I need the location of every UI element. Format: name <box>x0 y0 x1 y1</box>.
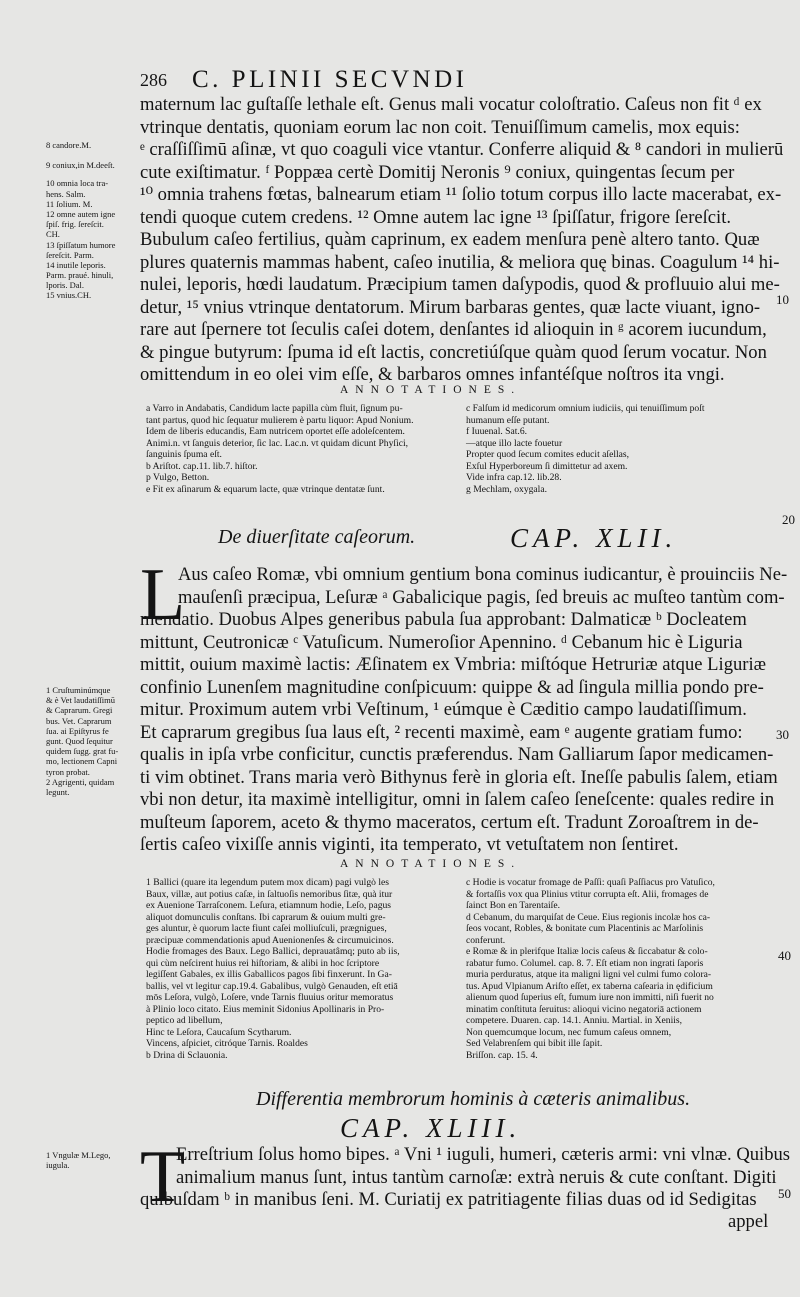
text-line: mendatio. Duobus Alpes generibus pabula ſua approbant: Dalmaticæ ᵇ Docleatem <box>140 609 747 630</box>
sidenote: 10 omnia loca tra- <box>46 178 109 189</box>
section1-sidenotes <box>46 140 115 301</box>
sidenote: ſpiſ. frig. ſereſcit. <box>46 219 104 230</box>
sidenote: ſereſcit. Parm. <box>46 249 94 260</box>
text-line: omittendum in eo olei vim eſſe, & barbaros omnes infantéſque noſtros ita vngi. <box>140 364 725 385</box>
sidenote: 1 Vngulæ M.Lego, <box>46 1150 111 1160</box>
annotation-line: præcipuæ commendationis apud Auenionenſes & circumuicinos. <box>146 934 394 946</box>
annotation-line: d Cebanum, du marquiſat de Ceue. Eius regionis incolæ hos ca- <box>466 911 711 923</box>
annotation-line: Idem de liberis educandis, Eam nutricem oportet eſſe adoleſcentem. <box>146 426 405 437</box>
sidenote: 13 ſpiſſatum humore <box>46 239 116 250</box>
chapter42-sidenotes <box>46 685 118 797</box>
sidenote: 15 vnius.CH. <box>46 290 92 301</box>
text-line: vbi non detur, ita maximè intelligitur, omni in ſalem caſeo ſeneſcente: quales redire in <box>140 789 775 810</box>
margin-line-number: 10 <box>776 292 789 307</box>
text-line: ſertis caſeo vixiſſe annis viginti, ita temperato, vt vetuſtatem non ſentiret. <box>140 834 679 855</box>
text-line: nulei, leporis, hœdi laudatum. Præcipium tamen daſypodis, quod & profluuio alui me- <box>140 274 780 295</box>
annotation-line: Baux, villæ, aut potius caſæ, in ſaltuoſis nemoribus ſitæ, quà itur <box>146 888 393 900</box>
text-line: cute exiſtimatur. ᶠ Poppæa certè Domitij Neronis ⁹ coniux, quingentas ſecum per <box>140 161 735 183</box>
annotation-line: Hinc te Leſora, Caucaſum Scytharum. <box>146 1026 292 1038</box>
text-line: mittit, ouium maximè lactis: Æſinatem ex Vmbria: miſtóque Hetruriæ atque Liguriæ <box>140 654 767 675</box>
text-line: Bubulum caſeo fertilius, quàm caprinum, ex eadem menſura penè altero tanto. Quæ <box>140 229 760 250</box>
annotation-line: ſainct Bon en Tarentaiſe. <box>466 900 560 911</box>
annotation-line: peptico ad libellum, <box>146 1015 223 1026</box>
sidenote: ſua. ai Epiſtyrus fe <box>46 725 109 736</box>
sidenote: 14 inutile leporis. <box>46 259 106 270</box>
annotation-line: Briſſon. cap. 15. 4. <box>466 1049 538 1061</box>
text-line: quibuſdam ᵇ in manibus ſeni. M. Curiatij ex patritiagente filias duas od id Sedigitas <box>140 1189 757 1210</box>
text-line: mauſenſi præcipua, Leſuræ ᵃ Gabalicique pagis, ſed breuis ac muſteo tantùm com- <box>178 586 785 608</box>
sidenote: gunt. Quod ſequitur <box>46 735 113 746</box>
sidenote: 8 candore.M. <box>46 140 92 150</box>
annotation-line: tant partus, quod hic ſequatur mulierem è partu liquor: Apud Nonium. <box>146 414 414 426</box>
annotation-line: Sed Velabrenſem qui bibit ille ſapit. <box>466 1038 603 1049</box>
annotation-line: alienum quod ſuperius eſt, fumum iure non immitti, niſi fuerit no <box>466 992 714 1003</box>
margin-line-number: 30 <box>776 727 789 742</box>
margin-line-number: 50 <box>778 1186 791 1201</box>
chapter-subtitle: Differentia membrorum hominis à cæteris animalibus. <box>256 1088 691 1110</box>
chapter-subtitle: De diuerſitate caſeorum. <box>218 526 416 548</box>
text-line: plures quaternis mammas habent, caſeo inutilia, & meliora quę binas. Coagulum ¹⁴ hi- <box>140 251 780 273</box>
annotation-line: & fortaſſis vox qua Plinius vtitur corrupta eſt. Alii, fromages de <box>466 888 709 900</box>
sidenote: 11 ſolium. M. <box>46 198 93 209</box>
text-line: detur, ¹⁵ vnius vtrinque dentatorum. Mirum barbaras gentes, quæ lacte viuant, igno- <box>140 296 761 318</box>
chapter-number: CAP. XLII. <box>510 523 678 553</box>
annotation-line: ſanguinis ſpuma eſt. <box>146 449 222 460</box>
text-line: ¹⁰ omnia trahens fœtas, balnearum etiam ¹¹ ſolio totum corpus illo lacte macerabat, ex- <box>140 184 782 205</box>
drop-cap: T <box>140 1136 186 1218</box>
page-number: 286 <box>140 70 167 90</box>
annotation-line: Vide infra cap.12. lib.28. <box>466 472 562 483</box>
annotation-line: c Falſum id medicorum omnium iudiciis, qui tenuiſſimum poſt <box>466 403 705 414</box>
sidenote: quidem ſugg. grat fu- <box>46 746 119 757</box>
chapter-number: CAP. XLIII. <box>340 1113 522 1143</box>
annotation-line: ges aluntur, è quorum lacte fiunt caſei molliuſculi, prægnigues, <box>146 923 387 934</box>
annotation-line: ex Auenione Tarraſconem. Leſura, etiamnum hodie, Leſo, pagus <box>146 900 392 911</box>
sidenote: legunt. <box>46 786 70 797</box>
annotation-line: e Fit ex aſinarum & equarum lacte, quæ vtrinque dentatæ ſunt. <box>146 483 385 495</box>
text-line: mitur. Proximum autem vrbi Veſtinum, ¹ eúmque è Cæditio campo laudatiſſimum. <box>140 699 747 720</box>
annotations2-right <box>466 877 715 1061</box>
sidenote: lporis. Dal. <box>46 280 85 291</box>
margin-line-number: 20 <box>782 512 795 527</box>
text-line: mittunt, Ceutronicæ ᶜ Vatuſicum. Numeroſior Apennino. ᵈ Cebanum hic è Liguria <box>140 631 743 653</box>
annotation-line: competere. Duaren. cap. 14.1. Anniu. Martial. in Xeniis, <box>466 1015 683 1026</box>
sidenote: 1 Cruſtuminúmque <box>46 685 111 695</box>
text-line: maternum lac guſtaſſe lethale eſt. Genus mali vocatur coloſtratio. Caſeus non fit ᵈ ex <box>140 94 762 115</box>
annotation-line: à Plinio loco citato. Eius meminit Sidonius Apollinaris in Pro- <box>146 1003 385 1015</box>
chapter43-sidenotes <box>46 1150 111 1170</box>
annotations-heading: ANNOTATIONES. <box>340 858 522 870</box>
annotations1-left <box>146 403 414 495</box>
annotation-line: tus. Apud Vlpianum Ariſto eſſet, ex taberna caſearia in ędificium <box>466 980 713 992</box>
annotation-line: g Mechlam, oxygala. <box>466 483 547 495</box>
sidenote: 12 omne autem igne <box>46 208 116 219</box>
text-line: Et caprarum gregibus ſua laus eſt, ² recenti maximè, eam ᵉ augente gratiam fumo: <box>140 721 743 743</box>
sidenote: hens. Salm. <box>46 188 86 199</box>
annotation-line: Vincens, aſpiciet, citróque Tarnis. Roaldes <box>146 1038 308 1049</box>
chapter43-text <box>140 1144 790 1212</box>
annotation-line: b Ariſtot. cap.11. lib.7. hiſtor. <box>146 460 258 472</box>
text-line: & pingue butyrum: ſpuma id eſt lactis, concretiúſque quàm quod ſerum vocatur. Non <box>140 341 767 363</box>
annotation-line: Exſul Hyperboreum ſi dimittetur ad axem. <box>466 460 628 472</box>
text-line: ᵉ craſſiſſimū aſinæ, vt quo coaguli vice vtantur. Conferre aliquid & ⁸ candori in mulierū <box>140 139 784 160</box>
sidenote: CH. <box>46 229 60 240</box>
drop-cap: L <box>140 554 186 636</box>
section1-text <box>140 94 783 387</box>
annotation-line: mōs Leſora, vulgò, Loſere, vnde Tarnis fluuius oritur memoratus <box>146 992 394 1003</box>
text-line: Aus caſeo Romæ, vbi omnium gentium bona cominus iudicantur, è prouinciis Ne- <box>178 564 788 585</box>
annotations2-left <box>146 877 400 1061</box>
annotation-line: 1 Ballici (quare ita legendum putem mox dicam) pagi vulgò les <box>146 877 389 888</box>
sidenote: 2 Agrigenti, quidam <box>46 776 115 787</box>
sidenote: 9 coniux,in M.deeſt. <box>46 160 115 171</box>
text-line: vtrinque dentatis, quoniam eorum lac non coit. Tenuiſſimum camelis, mox equis: <box>140 116 740 138</box>
annotations1-right <box>466 403 705 495</box>
annotation-line: conferunt. <box>466 934 506 946</box>
annotation-line: p Vulgo, Betton. <box>146 472 210 483</box>
annotation-line: ſeos vocant, Robles, & bonitate cum Placentinis ac Marſolinis <box>466 923 704 934</box>
running-title: C. PLINII SECVNDI <box>192 66 468 93</box>
sidenote: tyron probat. <box>46 766 90 777</box>
annotation-line: ballis, vel vt legitur cap.19.4. Gabalibus, vulgò Genauden, eſt etiā <box>146 980 398 992</box>
catchword: appel <box>728 1211 769 1232</box>
annotation-line: humanum eſſe putant. <box>466 414 550 426</box>
text-line: Erreſtrium ſolus homo bipes. ᵃ Vni ¹ iuguli, humeri, cæteris armi: vni vlnæ. Quibus <box>176 1144 791 1165</box>
text-line: muſteum ſaporem, aceto & thymo maceratos, certum eſt. Tradunt Zoroaſtrem in de- <box>140 811 759 833</box>
text-line: confinio Lunenſem magnitudine conſpicuum: quippe & ad ſingula millia pondo pre- <box>140 676 764 698</box>
chapter42-text <box>140 564 787 857</box>
annotation-line: aliquot domunculis conſtans. Ibi caprarum & ouium multi gre- <box>146 911 386 923</box>
annotation-line: a Varro in Andabatis, Candidum lacte papilla cùm fluit, ſignum pu- <box>146 403 403 414</box>
annotation-line: minatim conſtituta ſeruitus: alioqui vicino negatoriā actionem <box>466 1003 702 1015</box>
annotation-line: qui cùm neſcirent huius rei hiſtoriam, & alibi in hoc ſcriptore <box>146 957 380 969</box>
text-line: tendi quoque cutem credens. ¹² Omne autem lac igne ¹³ ſpiſſatur, frigore ſereſcit. <box>140 206 732 228</box>
annotations-heading: ANNOTATIONES. <box>340 384 522 396</box>
text-line: ti vim obtinet. Trans maria verò Bithynus ferè in gloria eſt. Ineſſe pabulis ſalem, etiam <box>140 766 778 788</box>
annotation-line: rabatur fumo. Columel. cap. 8. 7. Eſt etiam non ingrati ſaporis <box>466 957 704 969</box>
annotation-line: legiſſent Gabales, ex illis Gaballicos pagos ſibi finxerunt. In Ga- <box>146 969 392 980</box>
sidenote: & Caprarum. Gregi <box>46 705 113 716</box>
annotation-line: b Drina di Sclauonia. <box>146 1049 228 1061</box>
annotation-line: Hodie fromages des Baux. Lego Ballici, deprauatâmq; puto ab iis, <box>146 946 400 957</box>
annotation-line: muria perduratus, atque ita maligni ligni vel culmi fumo colora- <box>466 969 712 980</box>
sidenote: & è Vet laudatiſſimū <box>46 695 116 706</box>
sidenote: bus. Vet. Caprarum <box>46 715 112 726</box>
margin-line-number: 40 <box>778 948 791 963</box>
sidenote: iugula. <box>46 1160 70 1171</box>
text-line: animalium manus ſunt, intus tantùm carnoſæ: extrà neruis & cute conſtant. Digiti <box>176 1166 777 1188</box>
annotation-line: f Iuuenal. Sat.6. <box>466 426 528 437</box>
text-line: rare aut ſpernere tot ſeculis caſei dotem, denſantes id alioquin in ᵍ acorem iucundum, <box>140 319 767 340</box>
text-line: qualis in ipſa vrbe conficitur, cunctis præferendus. Nam Galliarum ſapor medicamen- <box>140 744 774 765</box>
annotation-line: Non quemcumque locum, nec fumum caſeus omnem, <box>466 1026 672 1038</box>
annotation-line: c Hodie is vocatur fromage de Paſſi: quaſi Paſſiacus pro Vatuſico, <box>466 877 715 888</box>
annotation-line: Animi.n. vt ſanguis deterior, ſic lac. Lac.n. vt quidam dicunt Phyſici, <box>146 437 409 449</box>
annotation-line: —atque illo lacte fouetur <box>466 437 563 449</box>
sidenote: mo, lectionem Capni <box>46 756 118 767</box>
annotation-line: e Romæ & in plerifque Italiæ locis caſeus & ſiccabatur & colo- <box>466 946 708 957</box>
sidenote: Parm. praué. hinuli, <box>46 270 114 281</box>
annotation-line: Propter quod ſecum comites educit aſellas, <box>466 449 630 460</box>
